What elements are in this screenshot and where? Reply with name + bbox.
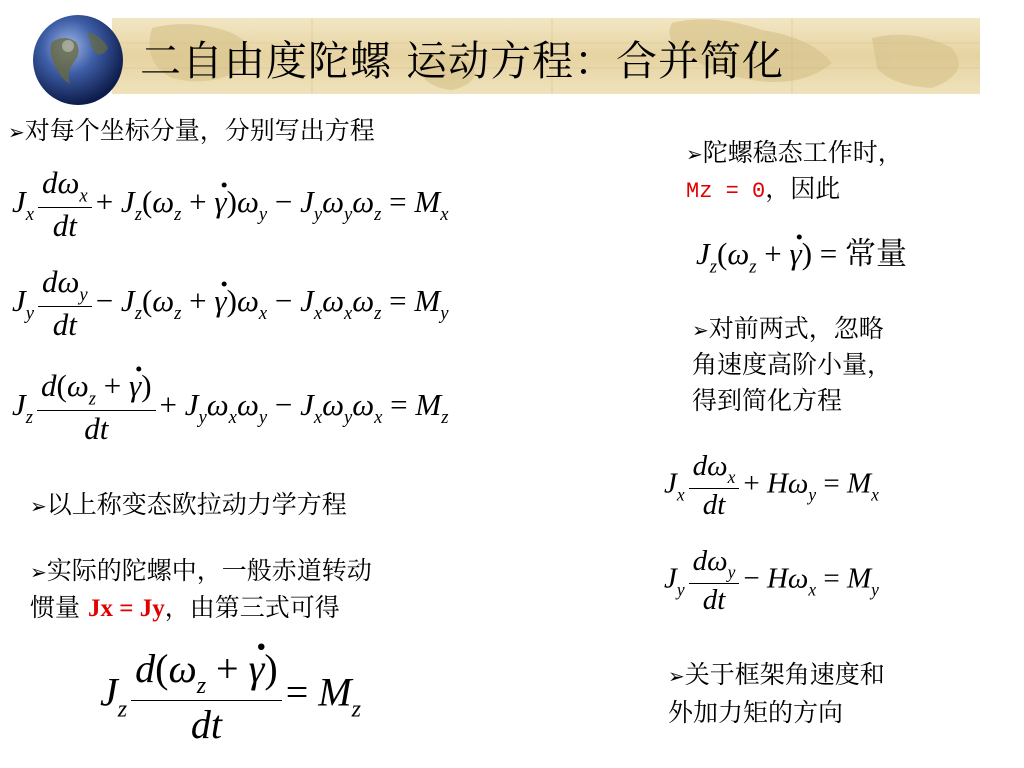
equation-y-simplified: $J_y$ $\frac{d\omega_y}{dt}$ − $H\omega_x = M_y$ — [664, 545, 879, 616]
bullet-neglect-higher-order — [692, 314, 884, 345]
equation-z-simplified: $J_z$ $\frac{d(\omega_z + \cdot \gamma)}{dt}$ = $M_z$ — [100, 645, 361, 748]
bullet-frame-direction — [668, 660, 885, 691]
bullet-text: 实际的陀螺中，一般赤道转动 — [46, 556, 372, 585]
bullet-neglect-line3 — [692, 386, 842, 416]
arrow-bullet-icon: ➢ — [30, 494, 47, 518]
bullet-text: ，由第三式可得 — [164, 593, 340, 622]
arrow-bullet-icon: ➢ — [30, 560, 47, 584]
globe-icon — [30, 12, 126, 108]
bullet-text: 外加力矩的方向 — [668, 698, 844, 727]
bullet-equatorial-inertia — [30, 556, 372, 587]
equation-x-simplified: $J_x$ $\frac{d\omega_x}{dt}$ + $H\omega_y = M_x$ — [664, 450, 879, 521]
equation-constant: $J_z(\omega_z$ + · γ) = 常量 — [696, 228, 907, 278]
bullet-frame-direction-line2 — [668, 698, 843, 728]
constant-label: 常量 — [845, 236, 907, 272]
inertia-equality: Jx = Jy — [87, 595, 165, 622]
equation-y: $J_y$ $\frac{d\omega_y}{dt}$ − $J_z(\omega_z$ + · $\gamma)\omega_x - J_x\omega_x\omega_z = M_y$ — [12, 264, 448, 343]
page-title: 二自由度陀螺 运动方程：合并简化 — [140, 37, 785, 85]
arrow-bullet-icon: ➢ — [668, 664, 685, 688]
bullet-text: 以上称变态欧拉动力学方程 — [46, 490, 347, 519]
bullet-steady-state — [686, 138, 903, 169]
bullet-neglect-line2 — [692, 350, 892, 380]
bullet-modified-euler — [30, 490, 347, 521]
bullet-text: 关于框架角速度和 — [684, 660, 885, 689]
bullet-write-equations — [8, 116, 375, 147]
bullet-text: 对前两式，忽略 — [708, 314, 884, 343]
bullet-text: 角速度高阶小量， — [692, 350, 893, 379]
arrow-bullet-icon: ➢ — [686, 142, 703, 166]
bullet-text: 对每个坐标分量，分别写出方程 — [24, 116, 375, 145]
equation-z: $J_z$ $\frac{d(\omega_z + \cdot \gamma)}{dt}$ + $J_y\omega_x\omega_y - J_x\omega_y\omega_x = M_z$ — [12, 368, 448, 447]
bullet-text: 惯量 — [30, 593, 88, 622]
bullet-text: 陀螺稳态工作时， — [702, 138, 903, 167]
bullet-text: ，因此 — [765, 174, 841, 203]
bullet-steady-state-line2 — [686, 174, 840, 207]
arrow-bullet-icon: ➢ — [692, 318, 709, 342]
mz-zero: Mz = 0 — [686, 179, 766, 204]
bullet-equatorial-inertia-line2 — [30, 593, 340, 624]
bullet-text: 得到简化方程 — [692, 386, 843, 415]
arrow-bullet-icon: ➢ — [8, 120, 25, 144]
equation-x: $J_x$ $\frac{d\omega_x}{dt}$ + $J_z(\omega_z$ + · $\gamma)\omega_y - J_y\omega_y\omega_z = M_x$ — [12, 165, 448, 244]
